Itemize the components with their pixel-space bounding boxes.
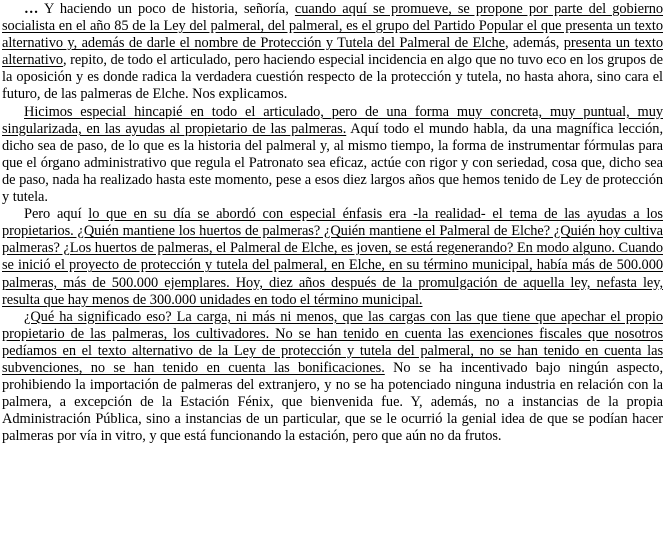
paragraph-1 bbox=[2, 1, 663, 104]
text-run: , además, bbox=[504, 35, 564, 52]
text-run: Pero aquí bbox=[24, 206, 89, 223]
paragraph-2 bbox=[2, 104, 663, 207]
text-run: Y haciendo un poco de historia, señoría, bbox=[38, 1, 295, 17]
underlined-text-run: cuando aquí se promueve, se propone por parte del gobierno socialista en el año 85 de la Ley del palmeral, del palmeral, es el grupo del Partido Popular el que presenta un texto alternativo y, además de darle el nombre de Protección y Tutela del Palmeral de Elche bbox=[2, 1, 664, 52]
paragraph-4 bbox=[2, 309, 663, 446]
underlined-text-run: presenta un texto alternativo bbox=[2, 35, 663, 69]
ellipsis: … bbox=[24, 1, 39, 17]
text-run: , repito, de todo el articulado, pero haciendo especial incidencia en algo que no tuvo eco en los grupos de la oposición y es donde radica la verdadera cuestión respecto de la protección y tutela, no hasta ahora, sino cara el futuro, de las palmeras de Elche. Nos explicamos. bbox=[2, 52, 663, 103]
underlined-text-run: Hicimos especial hincapié en todo el articulado, pero de una forma muy concreta, muy puntual, muy singularizada, en las ayudas al propietario de las palmeras. bbox=[2, 103, 663, 137]
underlined-text-run: lo que en su día se abordó con especial énfasis era -la realidad- el tema de las ayudas a los propietarios. ¿Quién mantiene los huertos de palmeras? ¿Quién mantiene el Palmeral de Elche? ¿Quién hoy cultiva palmeras? ¿Los huertos de palmeras, el Palmeral de Elche, es joven, se está regenerando? En modo alguno. Cuando se inició el proyecto de protección y tutela del palmeral, en Elche, en su término municipal, había más de 500.000 palmeras, más de 500.000 ejemplares. Hoy, diez años después de la promulgación de aquella ley, nefasta ley, resulta que hay menos de 300.000 unidades en todo el término municipal. bbox=[2, 206, 663, 308]
underlined-text-run: ¿Qué ha significado eso? La carga, ni más ni menos, que las cargas con las que tiene que apechar el propio propietario de las palmeras, los cultivadores. No se han tenido en cuenta las exenciones fiscales que nosotros pedíamos en el texto alternativo de la Ley de protección y tutela del palmeral, no se han tenido en cuenta las subvenciones, no se han tenido en cuenta las bonificaciones. bbox=[2, 308, 663, 376]
text-run: Aquí todo el mundo habla, da una magnífica lección, dicho sea de paso, de lo que es la historia del palmeral y, al mismo tiempo, la forma de instrumentar fórmulas para que el órgano administrativo que regula el Patronato sea eficaz, actúe con rigor y con seriedad, cosa que, dicho sea de paso, nada ha realizado hasta este momento, pese a esos diez largos años que hemos tenido de Ley de protección y tutela. bbox=[2, 120, 663, 206]
paragraph-3 bbox=[2, 206, 663, 309]
text-run: No se ha incentivado bajo ningún aspecto, prohibiendo la importación de palmeras del extranjero, y no se ha potenciado ninguna industria en relación con la palmera, a excepción de la Estación Fénix, que bienvenida fue. Y, además, no a instancias de la propia Administración Pública, sino a instancias de un particular, que se le ocurrió la genial idea de que se podían hacer palmeras por vía in vitro, y que está funcionando la estación, pero que aún no da frutos. bbox=[2, 359, 664, 445]
